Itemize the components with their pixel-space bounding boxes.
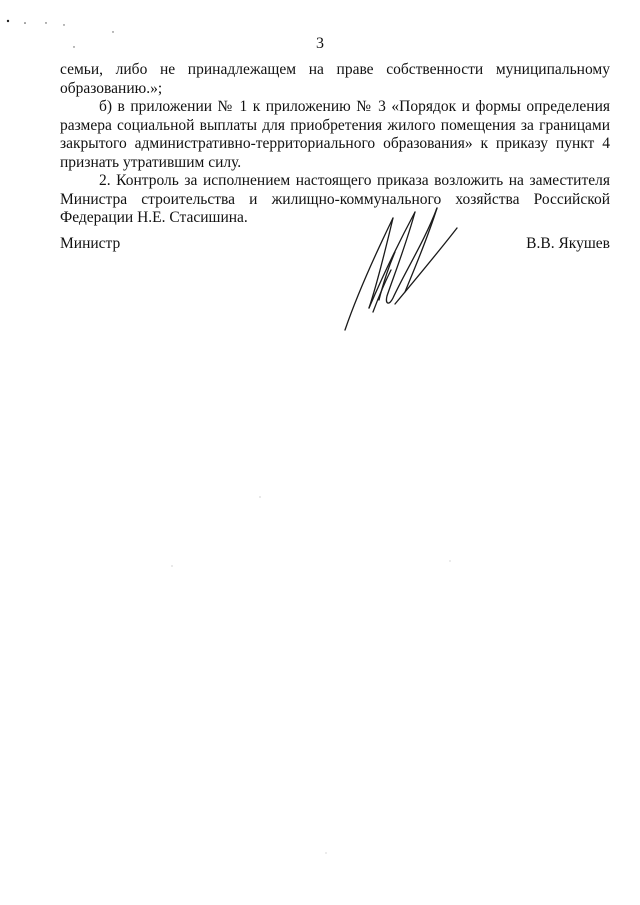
page-number: 3 [316, 35, 324, 52]
handwritten-signature [335, 200, 465, 335]
paragraph-item-2: 2. Контроль за исполнением настоящего приказа возложить на заместителя Министра строительства и жилищно-коммунального хозяйства Российской Федерации Н.Е. Стасишина. [60, 172, 610, 226]
paragraph-item-b: б) в приложении № 1 к приложению № 3 «Порядок и формы определения размера социальной выплаты для приобретения жилого помещения за границами закрытого административно-территориального образования» к приказу пункт 4 признать утратившим силу. [60, 98, 610, 171]
paragraph-continuation: семьи, либо не принадлежащем на праве собственности муниципальному образованию.»; [60, 61, 610, 97]
signer-name: В.В. Якушев [526, 235, 610, 252]
signer-position: Министр [60, 235, 121, 252]
